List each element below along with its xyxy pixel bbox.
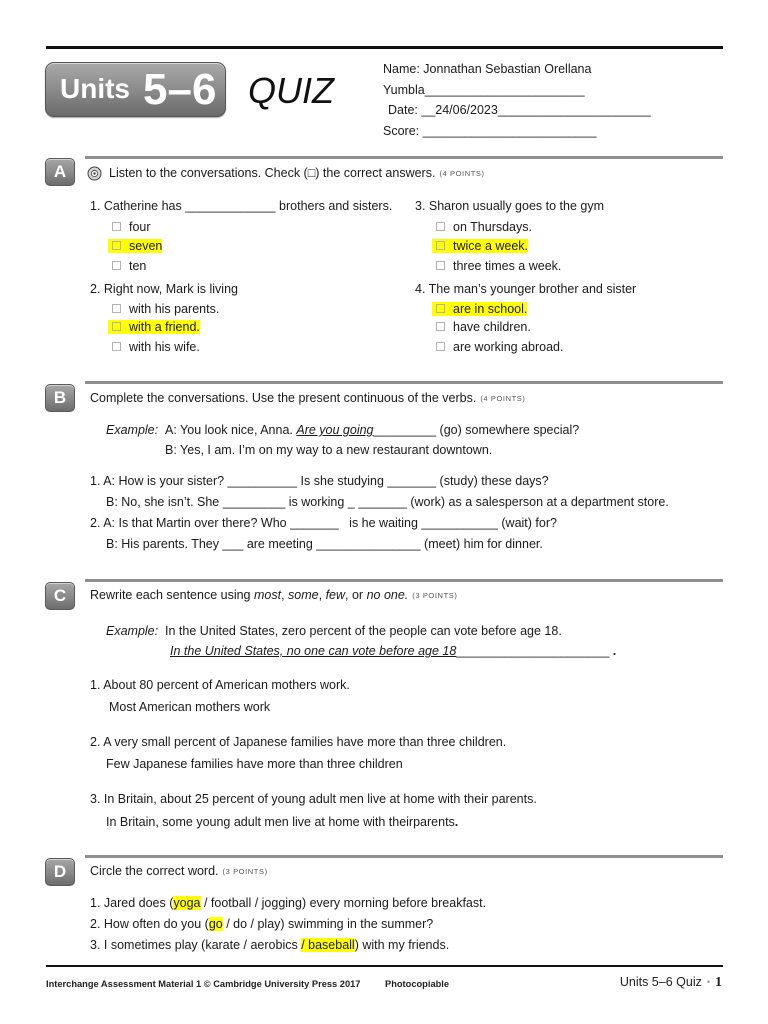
- instruction-keyword: no one: [366, 588, 405, 602]
- answer-c3-period: .: [454, 815, 459, 829]
- checkbox-icon: [112, 261, 121, 270]
- units-badge-word: Units: [60, 73, 130, 104]
- question-d2-text: 2. How often do you (: [90, 917, 209, 931]
- section-b-example-b: B: Yes, I am. I’m on my way to a new restaurant downtown.: [165, 443, 493, 457]
- audio-cd-icon: [87, 166, 102, 181]
- footer-photocopiable: Photocopiable: [385, 979, 450, 989]
- option-mark: [108, 340, 200, 354]
- footer-rule: [46, 965, 723, 967]
- question-a1-option: [108, 219, 151, 235]
- section-b-instruction: [90, 390, 526, 407]
- section-d-points: (3 POINTS): [222, 867, 268, 876]
- question-d2: [90, 916, 433, 932]
- question-a1-prompt: 1. Catherine has _____________ brothers and sisters.: [90, 199, 393, 213]
- checkbox-icon: [112, 241, 121, 250]
- option-text: with his parents.: [129, 302, 220, 316]
- section-d-rule: [85, 855, 723, 858]
- section-a-points: (4 POINTS): [439, 169, 485, 178]
- question-d1-text-end: / football / jogging) every morning before breakfast.: [200, 896, 487, 910]
- name-continuation-line: Yumbla_______________________: [383, 83, 585, 97]
- section-b-badge: B: [45, 384, 75, 412]
- example-a-text: A: You look nice, Anna.: [165, 423, 297, 437]
- question-d3: [90, 937, 449, 953]
- question-d2-text-end: / do / play) swimming in the summer?: [222, 917, 434, 931]
- question-a1-option: [108, 238, 162, 254]
- option-mark: [108, 259, 146, 273]
- checkbox-icon: [112, 342, 121, 351]
- example-answer-period: .: [612, 644, 617, 658]
- page-number: 1: [715, 975, 722, 990]
- question-d3-marked-answer: / baseball: [301, 938, 355, 952]
- option-mark: [432, 340, 563, 354]
- option-text: with a friend.: [129, 320, 200, 334]
- section-a-rule: [85, 156, 723, 159]
- checkbox-icon: [436, 304, 445, 313]
- question-d3-text-end: ) with my friends.: [354, 938, 450, 952]
- checkbox-icon: [112, 322, 121, 331]
- section-c-badge: C: [45, 582, 75, 610]
- example-a-text-end: (go) somewhere special?: [436, 423, 580, 437]
- section-c-points: (3 POINTS): [412, 591, 458, 600]
- instruction-keyword: some: [288, 588, 319, 602]
- question-b2-line-a: 2. A: Is that Martin over there? Who _______ is he waiting ___________ (wait) for?: [90, 516, 557, 530]
- question-d1-text: 1. Jared does (: [90, 896, 174, 910]
- question-b1-line-a: 1. A: How is your sister? __________ Is she studying _______ (study) these days?: [90, 474, 549, 488]
- section-d-instruction: [90, 863, 268, 880]
- section-b-example-label: Example:: [106, 423, 159, 437]
- checkbox-icon: [436, 222, 445, 231]
- question-a3-option: [432, 258, 561, 274]
- option-text: have children.: [453, 320, 531, 334]
- option-text: are in school.: [453, 302, 528, 316]
- section-b-example-a: [165, 422, 579, 438]
- option-mark: [108, 320, 200, 334]
- section-c-example-sentence: In the United States, zero percent of the people can vote before age 18.: [165, 624, 562, 638]
- instruction-keyword: few: [325, 588, 346, 602]
- footer-quiz-label: Units 5–6 Quiz: [619, 975, 702, 989]
- instruction-text: Rewrite each sentence using: [90, 588, 254, 602]
- question-d1: [90, 895, 486, 911]
- question-a4-prompt: 4. The man’s younger brother and sister: [415, 282, 637, 296]
- checkbox-icon: [112, 222, 121, 231]
- footer-page-label: [620, 974, 722, 991]
- option-text: three times a week.: [453, 259, 562, 273]
- question-a4-option: [432, 319, 531, 335]
- date-line: Date: __24/06/2023______________________: [388, 103, 651, 117]
- section-c-example-answer: [170, 643, 616, 659]
- instruction-text: ,: [281, 588, 289, 602]
- question-b1-line-b: B: No, she isn’t. She _________ is working _ _______ (work) as a salesperson at a department store.: [106, 495, 669, 509]
- units-badge: [45, 62, 226, 117]
- question-c2: 2. A very small percent of Japanese families have more than three children.: [90, 735, 507, 749]
- question-c1: 1. About 80 percent of American mothers work.: [90, 678, 350, 692]
- question-d1-marked-answer: yoga: [173, 896, 201, 910]
- instruction-text: , or: [345, 588, 367, 602]
- question-a2-prompt: 2. Right now, Mark is living: [90, 282, 238, 296]
- section-c-rule: [85, 579, 723, 582]
- section-d-instruction-text: Circle the correct word.: [90, 864, 219, 878]
- question-d2-marked-answer: go: [208, 917, 223, 931]
- option-text: seven: [129, 239, 163, 253]
- section-b-instruction-text: Complete the conversations. Use the present continuous of the verbs.: [90, 391, 477, 405]
- instruction-text: ,: [318, 588, 326, 602]
- question-c3: 3. In Britain, about 25 percent of young adult men live at home with their parents.: [90, 792, 537, 806]
- question-b2-line-b: B: His parents. They ___ are meeting _______________ (meet) him for dinner.: [106, 537, 543, 551]
- example-a-blank: _________: [373, 423, 437, 437]
- section-a-instruction: [109, 165, 485, 182]
- answer-c1: Most American mothers work: [109, 700, 271, 714]
- option-mark: [432, 220, 532, 234]
- checkbox-icon: [436, 322, 445, 331]
- instruction-keyword: most: [253, 588, 282, 602]
- section-c-example-label: Example:: [106, 624, 159, 638]
- checkbox-icon: [436, 261, 445, 270]
- section-a-badge: A: [45, 158, 75, 186]
- section-b-points: (4 POINTS): [480, 394, 526, 403]
- option-text: ten: [129, 259, 147, 273]
- question-a4-option: [432, 301, 527, 317]
- answer-c3: [106, 814, 458, 830]
- question-a2-option: [108, 339, 200, 355]
- example-answer-blank: ______________________: [456, 644, 610, 658]
- option-mark: [432, 259, 561, 273]
- section-c-instruction: [90, 587, 457, 604]
- question-a3-prompt: 3. Sharon usually goes to the gym: [415, 199, 605, 213]
- footer-bullet: •: [706, 977, 710, 987]
- question-a2-option: [108, 301, 219, 317]
- option-mark: [108, 220, 151, 234]
- question-a3-option: [432, 238, 528, 254]
- option-text: four: [129, 220, 151, 234]
- section-b-rule: [85, 381, 723, 384]
- section-a-instruction-text: Listen to the conversations. Check (□) the correct answers.: [109, 166, 436, 180]
- answer-c3-text: In Britain, some young adult men live at home with theirparents: [106, 815, 455, 829]
- answer-c2: Few Japanese families have more than three children: [106, 757, 403, 771]
- option-text: with his wife.: [129, 340, 200, 354]
- section-d-badge: D: [45, 858, 75, 886]
- option-mark: [432, 302, 527, 316]
- example-a-answer: Are you going: [296, 423, 374, 437]
- footer-copyright: Interchange Assessment Material 1 © Cambridge University Press 2017: [46, 979, 361, 989]
- option-mark: [432, 239, 528, 253]
- name-line: Name: Jonnathan Sebastian Orellana: [383, 62, 592, 76]
- example-answer-text: In the United States, no one can vote before age 18: [170, 644, 457, 658]
- option-text: are working abroad.: [453, 340, 564, 354]
- option-text: on Thursdays.: [453, 220, 532, 234]
- checkbox-icon: [436, 241, 445, 250]
- quiz-title: QUIZ: [248, 70, 334, 111]
- checkbox-icon: [436, 342, 445, 351]
- option-mark: [108, 302, 219, 316]
- option-mark: [108, 239, 162, 253]
- question-a3-option: [432, 219, 532, 235]
- option-mark: [432, 320, 531, 334]
- question-d3-text: 3. I sometimes play (karate / aerobics: [90, 938, 302, 952]
- checkbox-icon: [112, 304, 121, 313]
- option-text: twice a week.: [453, 239, 529, 253]
- top-rule: [46, 46, 723, 49]
- units-badge-range: 5–6: [143, 65, 217, 114]
- instruction-text: .: [404, 588, 409, 602]
- question-a1-option: [108, 258, 146, 274]
- question-a4-option: [432, 339, 563, 355]
- question-a2-option: [108, 319, 200, 335]
- score-line: Score: _________________________: [383, 124, 597, 138]
